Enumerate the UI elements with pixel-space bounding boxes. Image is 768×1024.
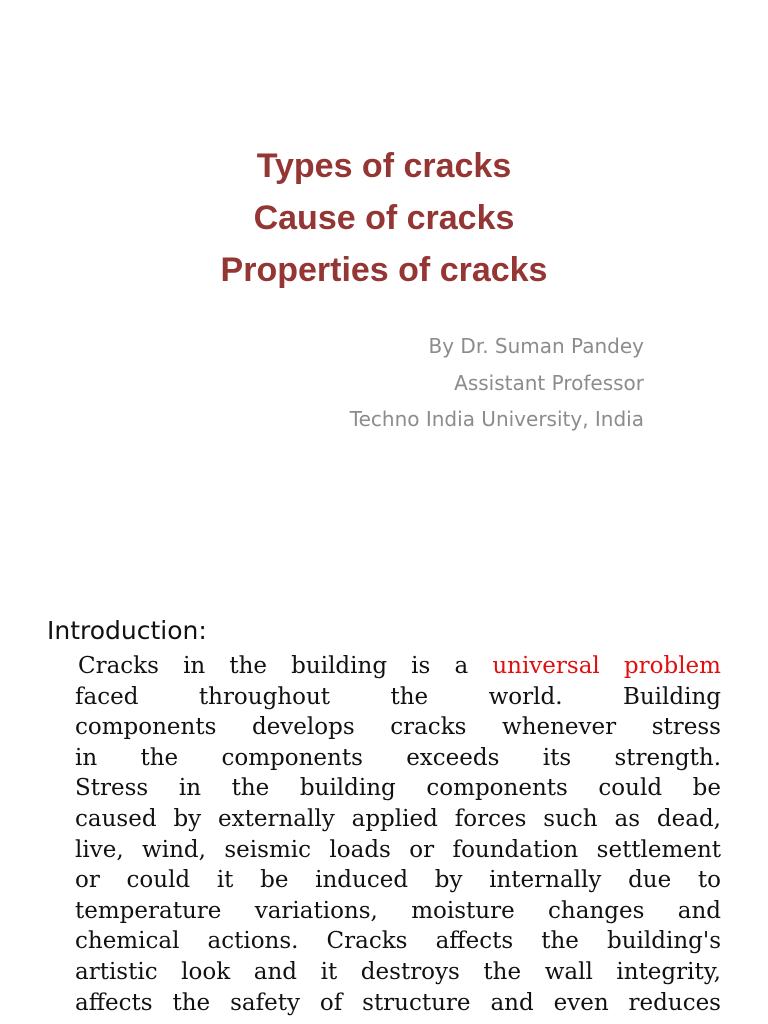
body-line-10: chemical actions. Cracks affects the building's [75, 928, 721, 955]
introduction-heading: Introduction: [47, 616, 207, 645]
body-line-12: affects the safety of structure and even reduces [75, 989, 721, 1016]
slide-title [0, 140, 768, 296]
body-line-2: faced throughout the world. Building [75, 683, 721, 710]
body-line-6: caused by externally applied forces such as dead, [75, 805, 721, 832]
body-line-7: live, wind, seismic loads or foundation settlement [75, 836, 721, 863]
body-line-8: or could it be induced by internally due to [75, 867, 721, 894]
title-line-types: Types of cracks [256, 147, 512, 185]
author-block [350, 328, 644, 438]
introduction-body [75, 651, 721, 1018]
title-line-cause: Cause of cracks [253, 199, 515, 237]
body-line-9: temperature variations, moisture changes and [75, 897, 721, 924]
author-position: Assistant Professor [454, 370, 644, 395]
body-line-3: components develops cracks whenever stress [75, 714, 721, 741]
body-line-1 [75, 651, 721, 682]
author-institution: Techno India University, India [349, 407, 644, 431]
body-line-4: in the components exceeds its strength. [75, 744, 721, 771]
body-line-11: artistic look and it destroys the wall integrity, [75, 958, 721, 985]
highlighted-phrase: universal problem [492, 653, 721, 679]
body-line-5: Stress in the building components could be [75, 775, 721, 802]
author-name: By Dr. Suman Pandey [428, 334, 644, 358]
body-line-1-text: Cracks in the building is a [78, 653, 493, 679]
title-line-properties: Properties of cracks [220, 251, 548, 289]
